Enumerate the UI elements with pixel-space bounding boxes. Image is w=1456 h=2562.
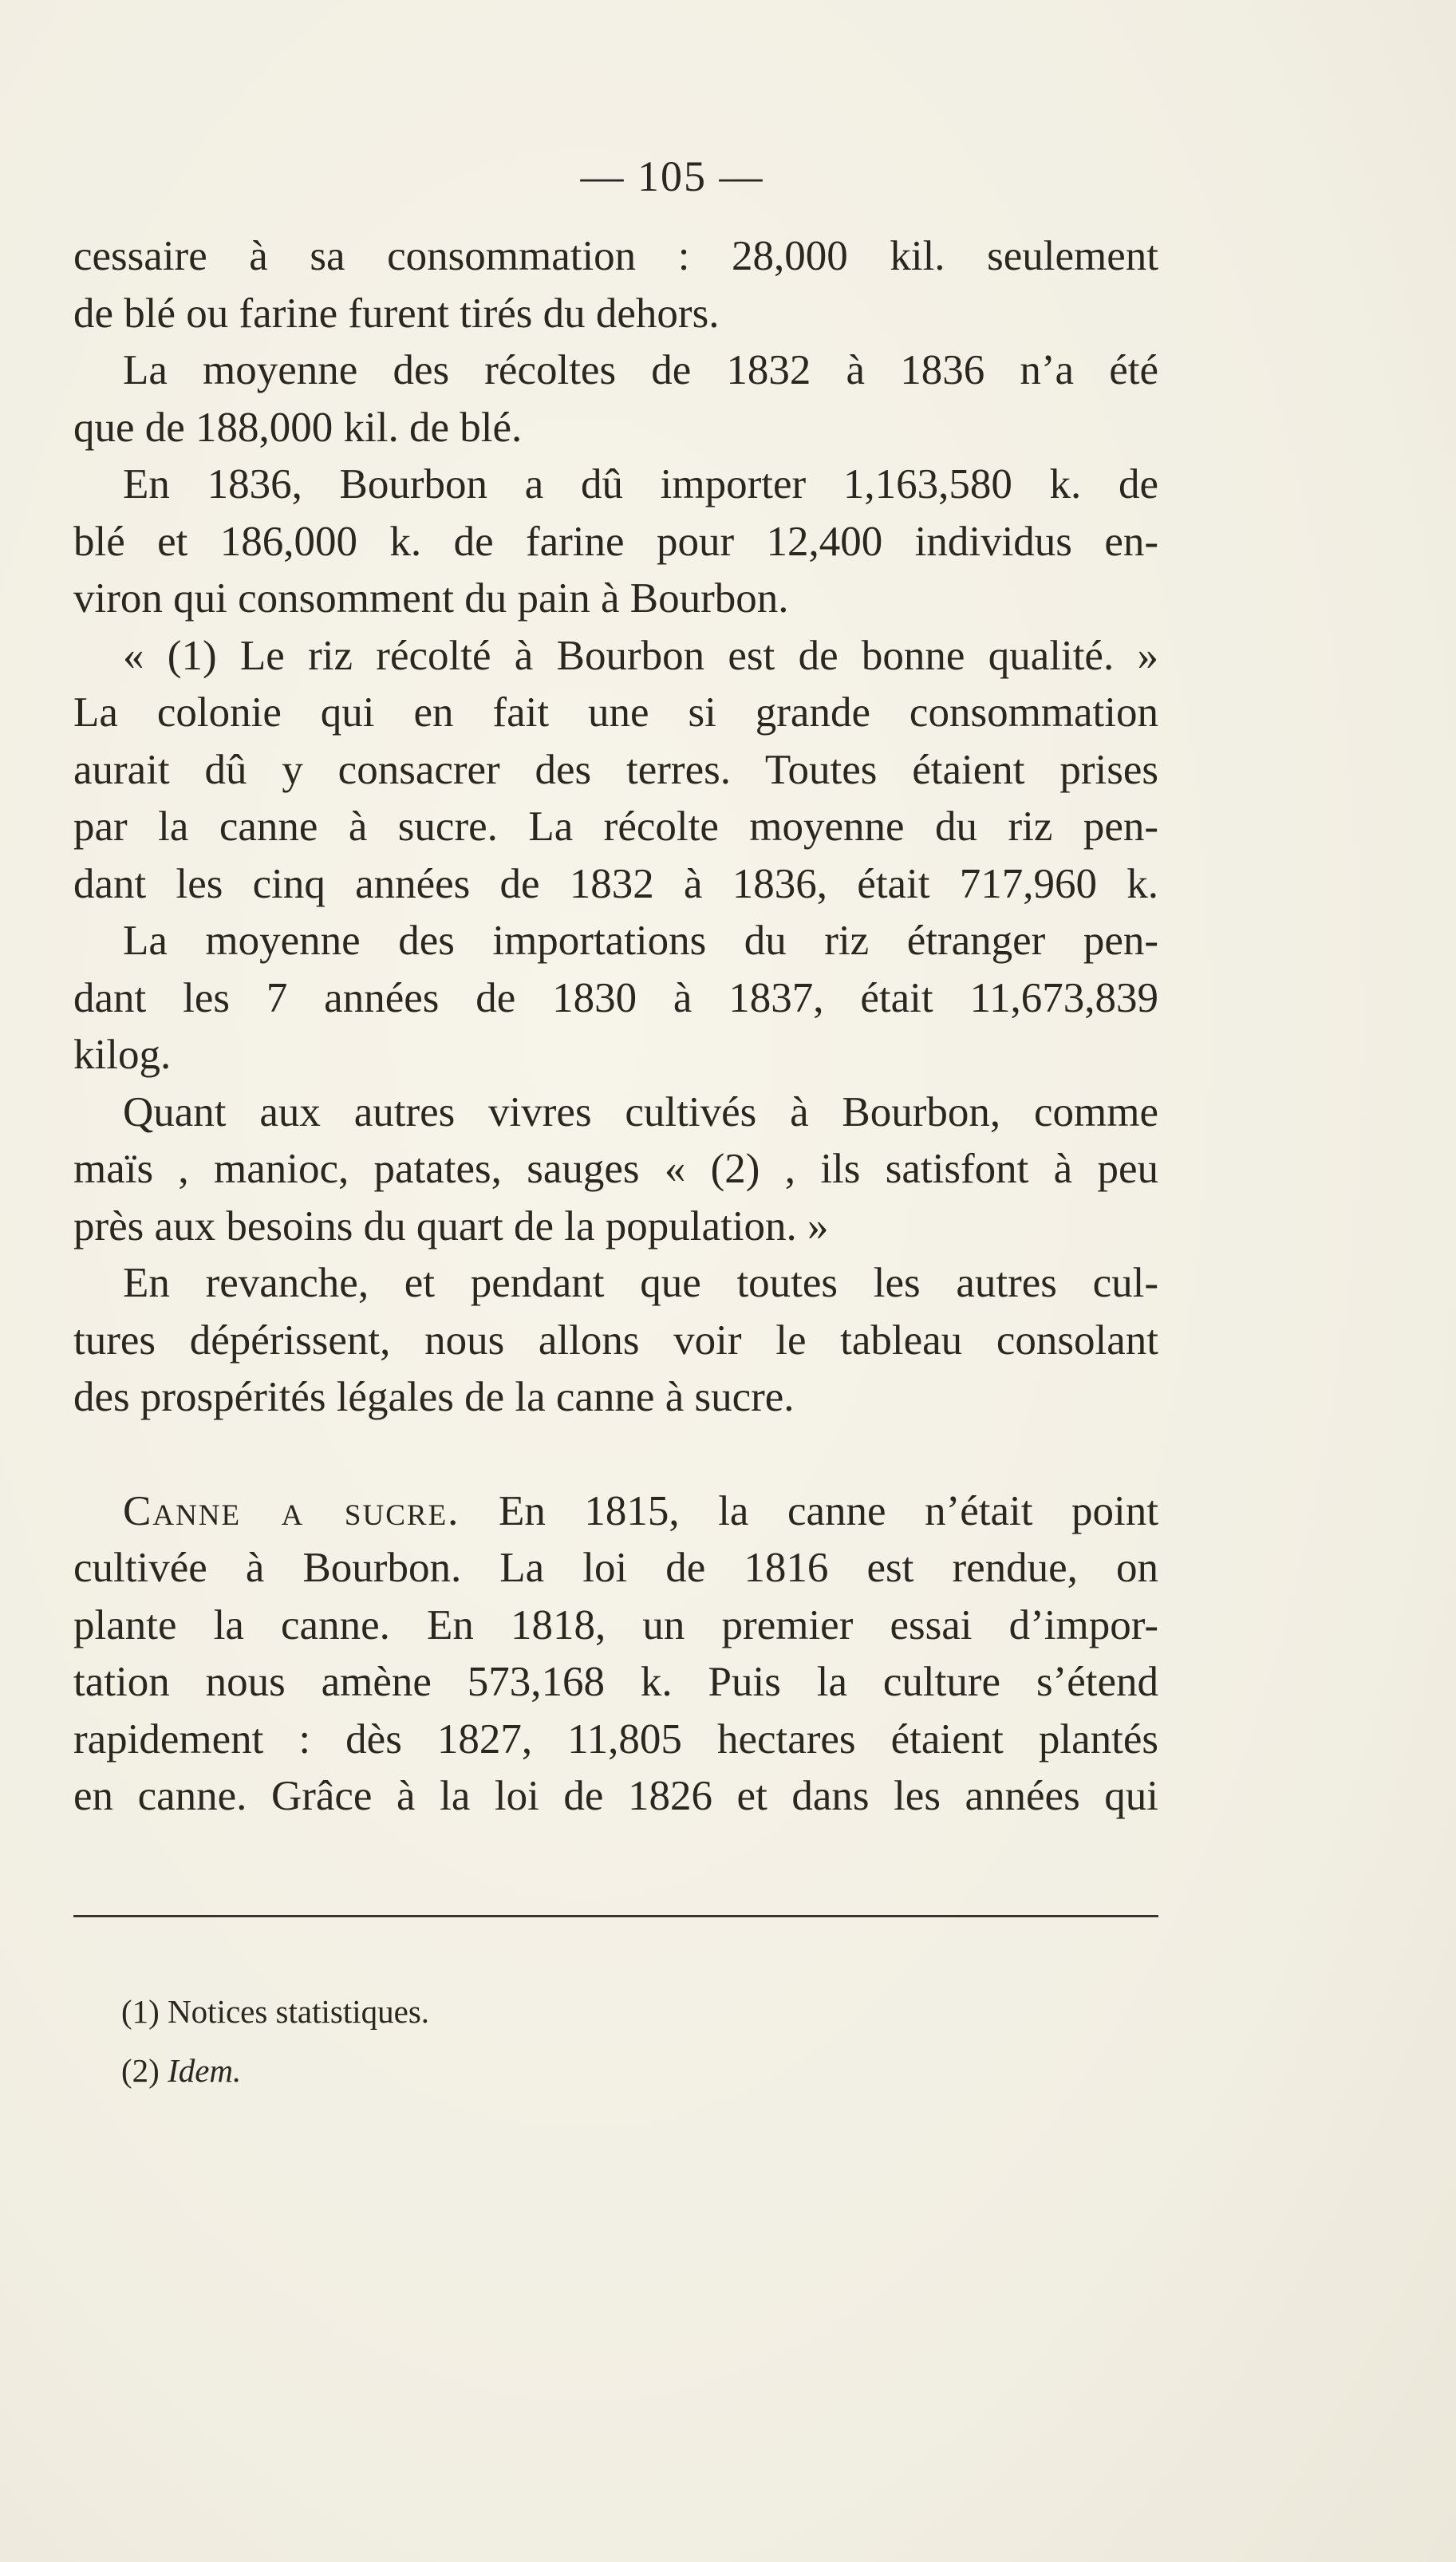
text-line: « (1) Le riz récolté à Bourbon est de bonne qualité. » — [123, 632, 1158, 679]
text-line: blé et 186,000 k. de farine pour 12,400 individus en- — [73, 518, 1158, 565]
footnote-text: Idem. — [168, 2052, 242, 2089]
page-number: — 105 — — [580, 152, 764, 200]
text-line: rapidement : dès 1827, 11,805 hectares étaient plantés — [73, 1715, 1158, 1763]
text-line: En revanche, et pendant que toutes les autres cul- — [123, 1260, 1158, 1306]
text-line: Quant aux autres vivres cultivés à Bourbon, comme — [123, 1088, 1158, 1135]
text-line: près aux besoins du quart de la population. » — [73, 1202, 829, 1249]
text-line: La moyenne des importations du riz étranger pen- — [123, 918, 1158, 964]
text-line: par la canne à sucre. La récolte moyenne du riz pen- — [73, 803, 1158, 850]
text-line: La colonie qui en fait une si grande consommation — [73, 689, 1158, 736]
body-text — [73, 228, 1158, 1826]
section-first-line — [73, 1483, 1158, 1541]
footnote-2 — [121, 2041, 429, 2100]
footnote-marker: (2) — [121, 2052, 160, 2089]
text-line: cessaire à sa consommation : 28,000 kil. seulement — [73, 233, 1158, 279]
section-first-line-text: En 1815, la canne n’était point — [498, 1487, 1158, 1534]
text-line: tation nous amène 573,168 k. Puis la culture s’étend — [73, 1659, 1158, 1705]
text-line: cultivée à Bourbon. La loi de 1816 est rendue, on — [73, 1545, 1158, 1591]
footnote-1 — [121, 1982, 429, 2041]
paragraph-gap — [73, 1427, 1158, 1483]
text-line: des prospérités légales de la canne à sucre. — [73, 1374, 795, 1420]
footnotes — [121, 1982, 429, 2100]
footnote-marker: (1) — [121, 1993, 160, 2030]
text-line: kilog. — [73, 1032, 172, 1078]
text-line: tures dépérissent, nous allons voir le tableau consolant — [73, 1317, 1158, 1364]
text-line: en canne. Grâce à la loi de 1826 et dans les années qui — [73, 1773, 1158, 1819]
text-line: maïs , manioc, patates, sauges « (2) , ils satisfont à peu — [73, 1146, 1158, 1192]
footnote-text: Notices statistiques. — [168, 1993, 430, 2030]
text-line: La moyenne des récoltes de 1832 à 1836 n’a été — [123, 347, 1158, 393]
text-line: que de 188,000 kil. de blé. — [73, 404, 523, 451]
text-line: dant les cinq années de 1832 à 1836, était 717,960 k. — [73, 860, 1158, 907]
section-heading: Canne a sucre. — [123, 1487, 460, 1534]
text-line: plante la canne. En 1818, un premier essai d’impor- — [73, 1601, 1158, 1648]
footnote-rule — [73, 1915, 1158, 1917]
text-line: de blé ou farine furent tirés du dehors. — [73, 290, 720, 337]
text-line: aurait dû y consacrer des terres. Toutes étaient prises — [73, 746, 1158, 793]
text-line: viron qui consomment du pain à Bourbon. — [73, 575, 789, 622]
text-line: En 1836, Bourbon a dû importer 1,163,580 k. de — [123, 461, 1158, 507]
text-line: dant les 7 années de 1830 à 1837, était 11,673,839 — [73, 974, 1158, 1021]
